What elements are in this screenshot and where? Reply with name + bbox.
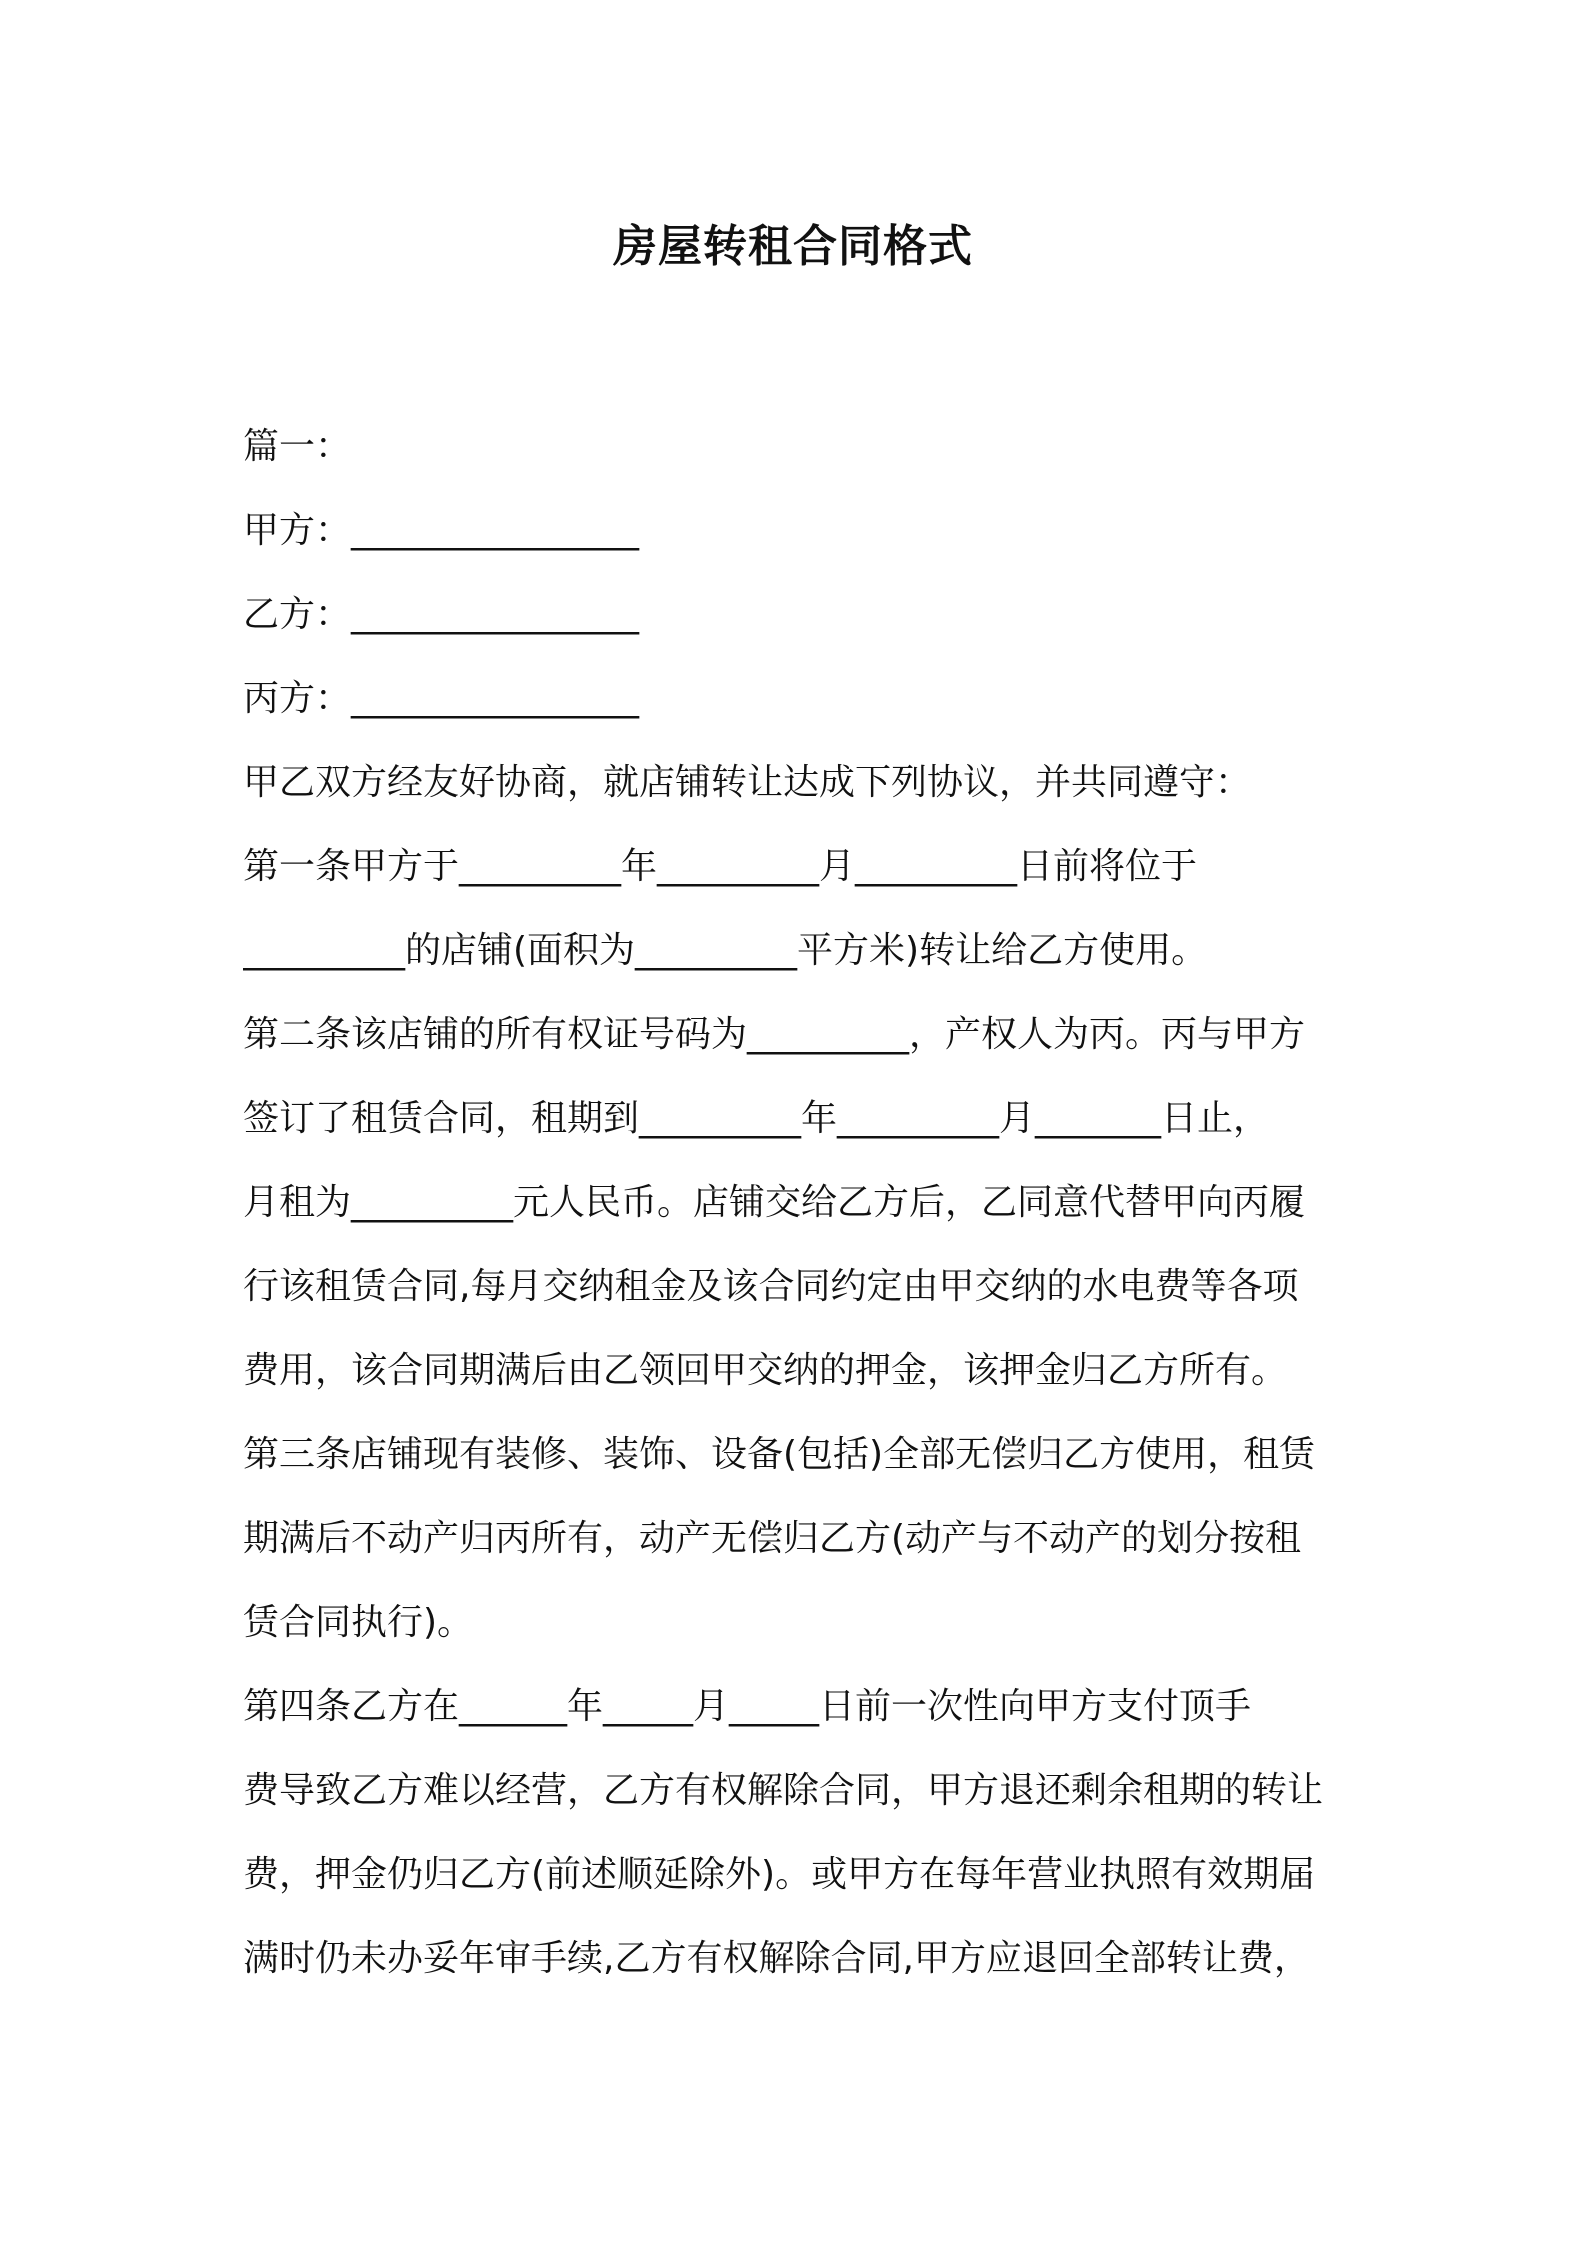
article-4-line-1: 第四条乙方在______年_____月_____日前一次性向甲方支付顶手	[243, 1686, 1252, 1727]
article-3-line-1: 第三条店铺现有装修、装饰、设备(包括)全部无偿归乙方使用，租赁	[243, 1434, 1316, 1475]
article-3-line-2: 期满后不动产归丙所有，动产无偿归乙方(动产与不动产的划分按租	[243, 1518, 1302, 1559]
party-a-line: 甲方：________________	[243, 510, 640, 551]
article-4-line-2: 费导致乙方难以经营，乙方有权解除合同，甲方退还剩余租期的转让	[243, 1770, 1324, 1811]
preamble-line: 甲乙双方经友好协商，就店铺转让达成下列协议，并共同遵守：	[243, 762, 1252, 803]
article-2-line-4: 行该租赁合同,每月交纳租金及该合同约定由甲交纳的水电费等各项	[243, 1266, 1299, 1307]
article-1-line-2: _________的店铺(面积为_________平方米)转让给乙方使用。	[243, 930, 1208, 971]
article-4-line-3: 费，押金仍归乙方(前述顺延除外)。或甲方在每年营业执照有效期届	[243, 1854, 1316, 1895]
section-heading: 篇一：	[243, 426, 352, 467]
article-1-line-1: 第一条甲方于_________年_________月_________日前将位于	[243, 846, 1198, 887]
article-3-line-3: 赁合同执行)。	[243, 1602, 474, 1643]
party-c-line: 丙方：________________	[243, 678, 640, 719]
document-body	[243, 405, 1363, 2001]
article-2-line-5: 费用，该合同期满后由乙领回甲交纳的押金，该押金归乙方所有。	[243, 1350, 1288, 1391]
article-2-line-2: 签订了租赁合同，租期到_________年_________月_______日止，	[243, 1098, 1270, 1139]
article-2-line-3: 月租为_________元人民币。店铺交给乙方后，乙同意代替甲向丙履	[243, 1182, 1306, 1223]
party-b-line: 乙方：________________	[243, 594, 640, 635]
article-4-line-4: 满时仍未办妥年审手续,乙方有权解除合同,甲方应退回全部转让费，	[243, 1938, 1310, 1979]
article-2-line-1: 第二条该店铺的所有权证号码为_________，产权人为丙。丙与甲方	[243, 1014, 1306, 1055]
document-title: 房屋转租合同格式	[613, 221, 973, 272]
